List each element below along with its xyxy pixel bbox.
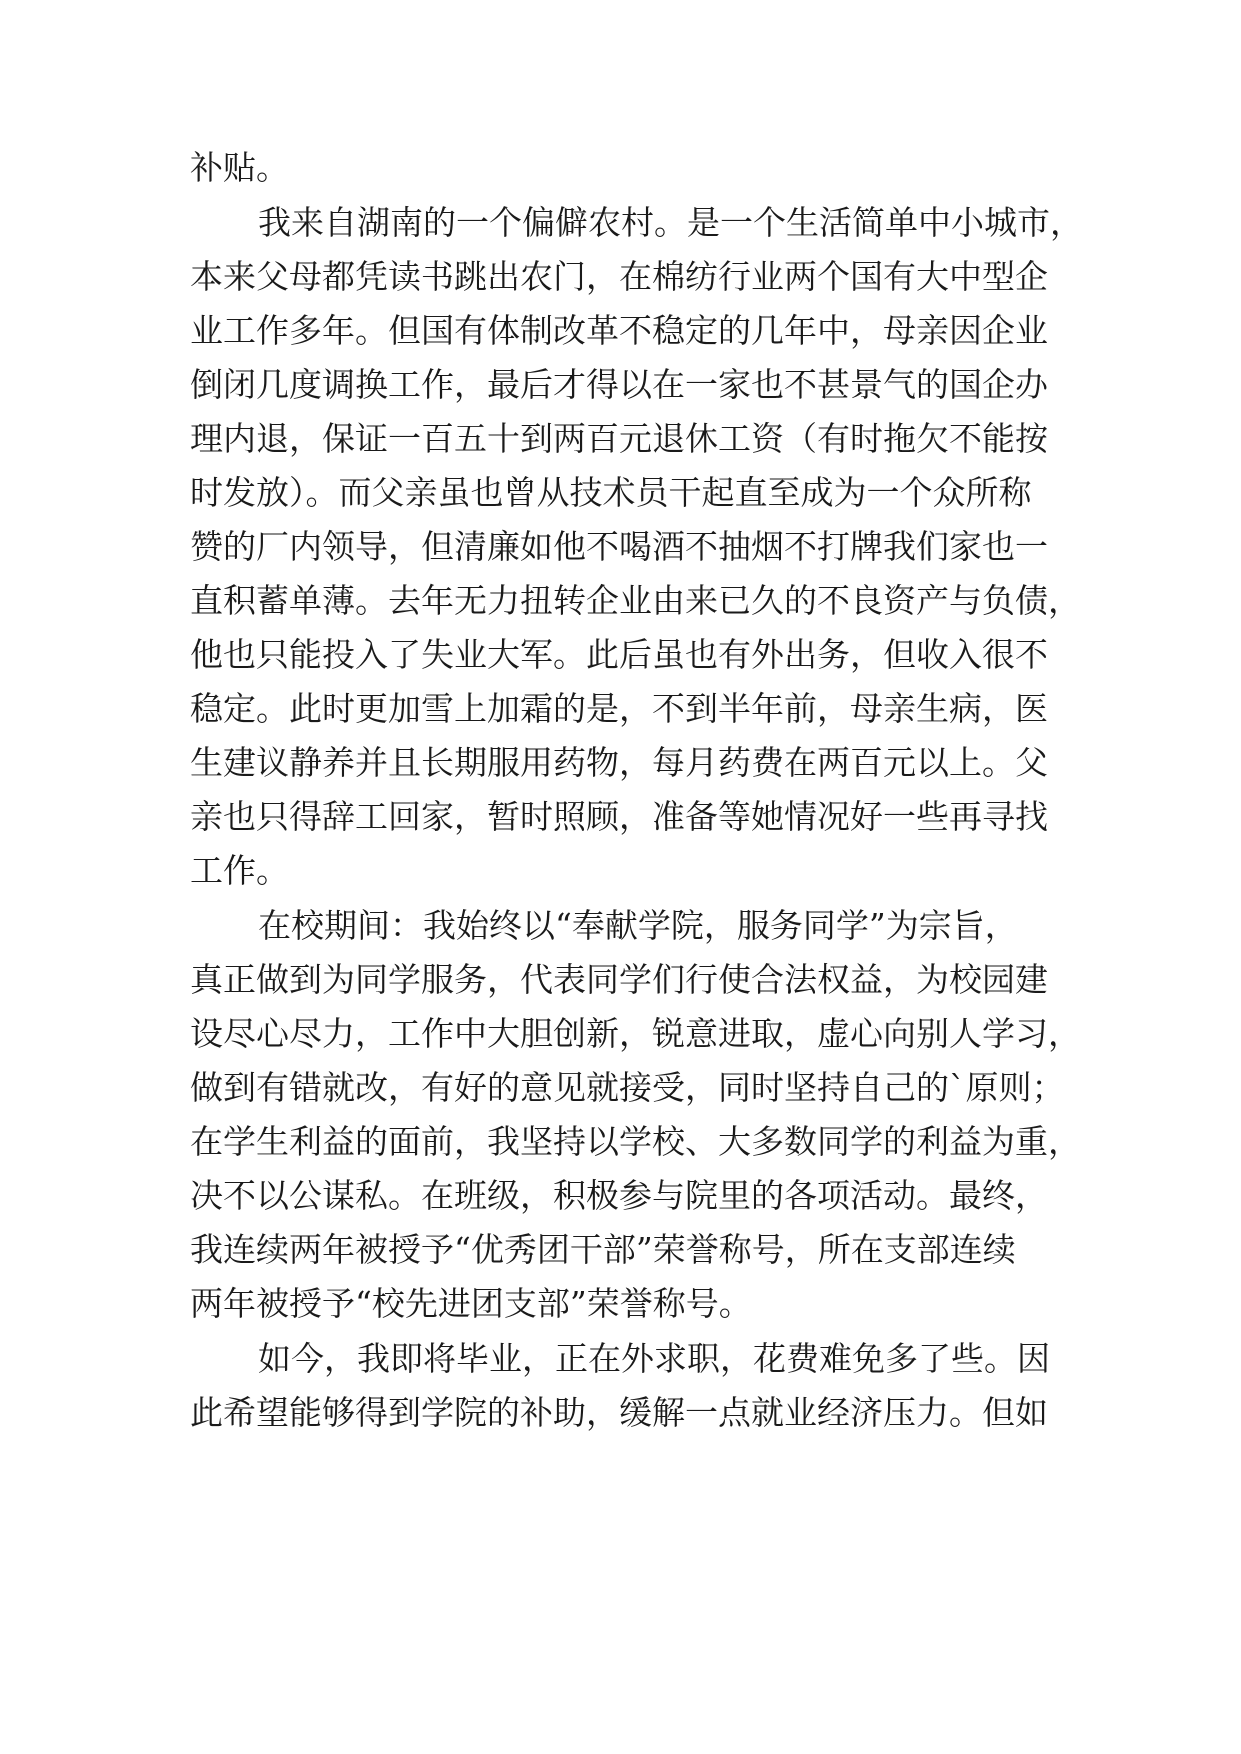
text-line: 倒闭几度调换工作，最后才得以在一家也不甚景气的国企办 [190,365,1048,404]
text-line: 此希望能够得到学院的补助，缓解一点就业经济压力。但如 [190,1393,1048,1432]
paragraph-start-line: 如今，我即将毕业，正在外求职，花费难免多了些。因 [258,1339,1050,1378]
text-line: 工作。 [190,851,289,890]
text-line: 两年被授予“校先进团支部”荣誉称号。 [190,1284,752,1323]
paragraph-start-line: 在校期间：我始终以“奉献学院，服务同学”为宗旨， [258,906,1018,945]
text-line: 时发放）。而父亲虽也曾从技术员干起直至成为一个众所称 [190,473,1032,512]
text-line: 业工作多年。但国有体制改革不稳定的几年中，母亲因企业 [190,311,1048,350]
text-line: 真正做到为同学服务，代表同学们行使合法权益，为校园建 [190,960,1048,999]
text-line: 决不以公谋私。在班级，积极参与院里的各项活动。最终， [190,1176,1048,1215]
paragraph-start-line: 我来自湖南的一个偏僻农村。是一个生活简单中小城市， [258,203,1083,242]
text-line: 生建议静养并且长期服用药物，每月药费在两百元以上。父 [190,743,1048,782]
text-line: 亲也只得辞工回家，暂时照顾，准备等她情况好一些再寻找 [190,797,1048,836]
text-line: 理内退，保证一百五十到两百元退休工资（有时拖欠不能按 [190,419,1048,458]
text-line: 他也只能投入了失业大军。此后虽也有外出务，但收入很不 [190,635,1048,674]
text-line: 补贴。 [190,148,289,187]
text-line: 赞的厂内领导，但清廉如他不喝酒不抽烟不打牌我们家也一 [190,527,1048,566]
text-line: 本来父母都凭读书跳出农门，在棉纺行业两个国有大中型企 [190,257,1048,296]
text-line: 设尽心尽力，工作中大胆创新，锐意进取，虚心向别人学习， [190,1014,1081,1053]
text-line: 稳定。此时更加雪上加霜的是，不到半年前，母亲生病，医 [190,689,1048,728]
text-line: 直积蓄单薄。去年无力扭转企业由来已久的不良资产与负债， [190,581,1081,620]
text-line: 我连续两年被授予“优秀团干部”荣誉称号，所在支部连续 [190,1230,1016,1269]
text-line: 在学生利益的面前，我坚持以学校、大多数同学的利益为重， [190,1122,1081,1161]
text-line: 做到有错就改，有好的意见就接受，同时坚持自己的`原则； [190,1068,1065,1107]
